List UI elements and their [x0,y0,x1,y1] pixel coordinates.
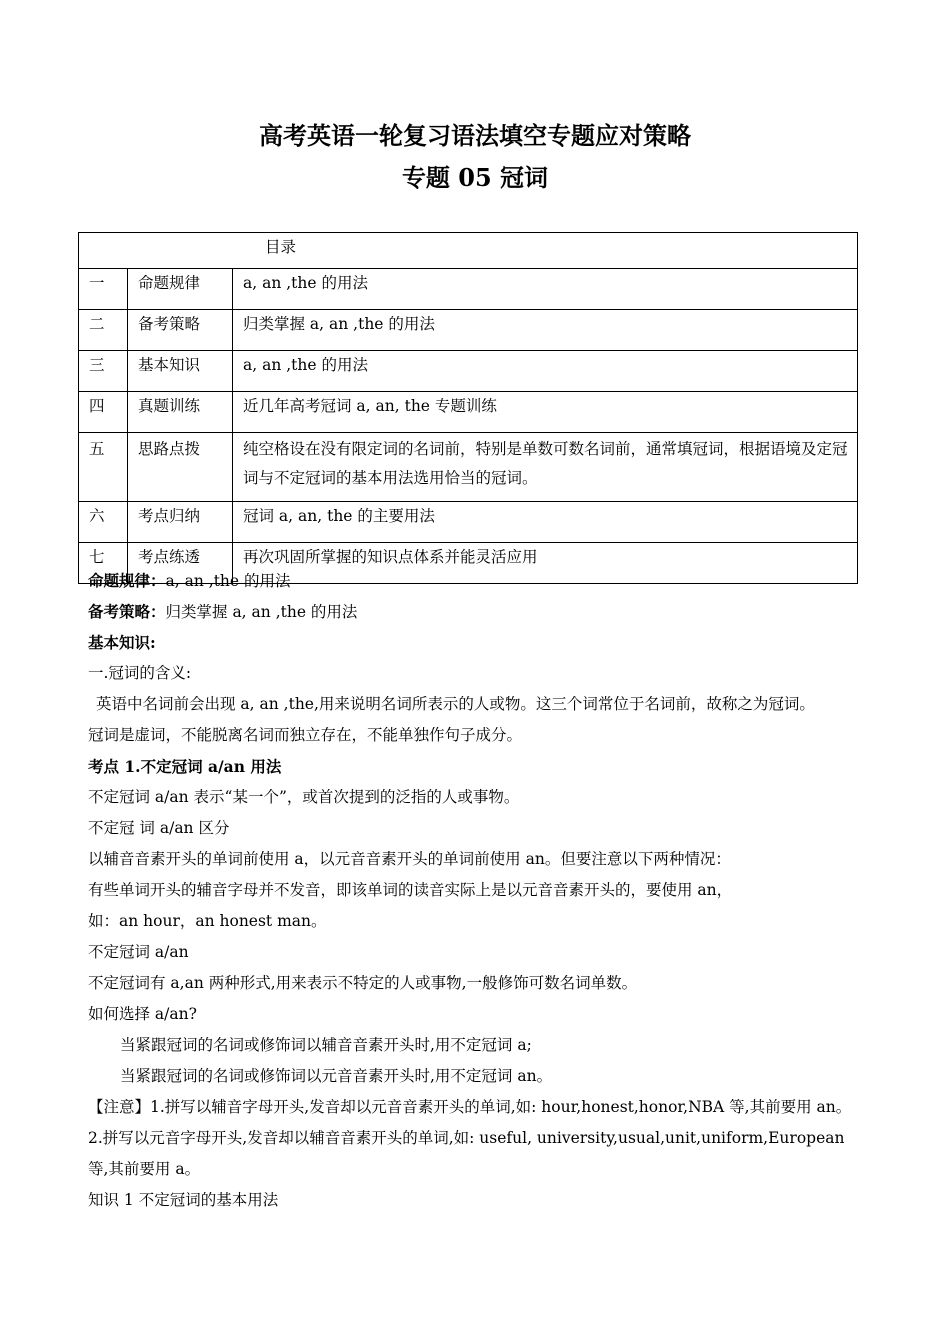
paragraph: 不定冠词 a/an 表示“某一个”，或首次提到的泛指的人或事物。 [88,788,520,806]
toc-name: 真题训练 [128,392,233,433]
paragraph [88,596,868,627]
paragraph: 如何选择 a/an? [88,1005,197,1023]
toc-num: 四 [79,392,128,433]
section-text: 归类掌握 a, an ,the 的用法 [165,603,358,621]
toc-desc: a, an ,the 的用法 [233,269,858,310]
toc-desc: a, an ,the 的用法 [233,351,858,392]
section-label: 命题规律： [88,571,166,590]
toc-desc: 纯空格设在没有限定词的名词前，特别是单数可数名词前，通常填冠词，根据语境及定冠词与不定冠词的基本用法选用恰当的冠词。 [233,433,858,502]
toc-row [79,502,858,543]
toc-name: 基本知识 [128,351,233,392]
toc-num: 六 [79,502,128,543]
section-heading: 考点 1.不定冠词 a/an 用法 [88,757,282,776]
toc-row [79,269,858,310]
toc-num: 三 [79,351,128,392]
paragraph: 一.冠词的含义: [88,664,192,682]
paragraph: 不定冠词 a/an [88,943,189,961]
toc-name: 思路点拨 [128,433,233,502]
toc-table [78,232,858,584]
paragraph: 以辅音音素开头的单词前使用 a，以元音音素开头的单词前使用 an。但要注意以下两种情况： [88,850,731,868]
toc-num: 一 [79,269,128,310]
paragraph: 当紧跟冠词的名词或修饰词以辅音音素开头时,用不定冠词 a; [120,1036,532,1054]
toc-desc: 近几年高考冠词 a, an, the 专题训练 [233,392,858,433]
toc-name: 考点练透 [128,543,233,584]
toc-desc: 归类掌握 a, an ,the 的用法 [233,310,858,351]
section-heading: 基本知识: [88,633,156,652]
paragraph: 不定冠词有 a,an 两种形式,用来表示不特定的人或事物,一般修饰可数名词单数。 [88,974,638,992]
toc-row [79,392,858,433]
paragraph: 英语中名词前会出现 a, an ,the,用来说明名词所表示的人或物。这三个词常位于名词前，故称之为冠词。 [96,695,815,713]
toc-name: 考点归纳 [128,502,233,543]
toc-num: 七 [79,543,128,584]
note-paragraph: 2.拼写以元音字母开头,发音却以辅音音素开头的单词,如: useful, university,usual,unit,uniform,European 等,其前要用 a。 [88,1129,845,1178]
note-paragraph: 【注意】1.拼写以辅音字母开头,发音却以元音音素开头的单词,如: hour,honest,honor,NBA 等,其前要用 an。 [88,1098,852,1116]
toc-header: 目录 [265,238,297,256]
paragraph: 冠词是虚词，不能脱离名词而独立存在，不能单独作句子成分。 [88,726,523,744]
paragraph: 有些单词开头的辅音字母并不发音，即该单词的读音实际上是以元音音素开头的，要使用 an， [88,881,733,899]
document-title: 高考英语一轮复习语法填空专题应对策略 [259,121,691,150]
document-subtitle: 专题 05 冠词 [401,163,549,192]
document-body [88,565,868,1216]
section-label: 备考策略： [88,602,166,621]
section-text: a, an ,the 的用法 [165,572,291,590]
toc-desc: 再次巩固所掌握的知识点体系并能灵活应用 [233,543,858,584]
paragraph: 不定冠 词 a/an 区分 [88,819,230,837]
toc-row [79,310,858,351]
toc-header-row [79,233,858,269]
toc-row [79,433,858,502]
paragraph: 知识 1 不定冠词的基本用法 [88,1191,279,1209]
toc-row [79,351,858,392]
toc-num: 二 [79,310,128,351]
toc-header-cell [79,233,858,269]
toc-name: 命题规律 [128,269,233,310]
toc-desc: 冠词 a, an, the 的主要用法 [233,502,858,543]
toc-num: 五 [79,433,128,502]
toc-name: 备考策略 [128,310,233,351]
paragraph [88,565,868,596]
paragraph: 如：an hour，an honest man。 [88,912,327,930]
paragraph: 当紧跟冠词的名词或修饰词以元音音素开头时,用不定冠词 an。 [120,1067,553,1085]
